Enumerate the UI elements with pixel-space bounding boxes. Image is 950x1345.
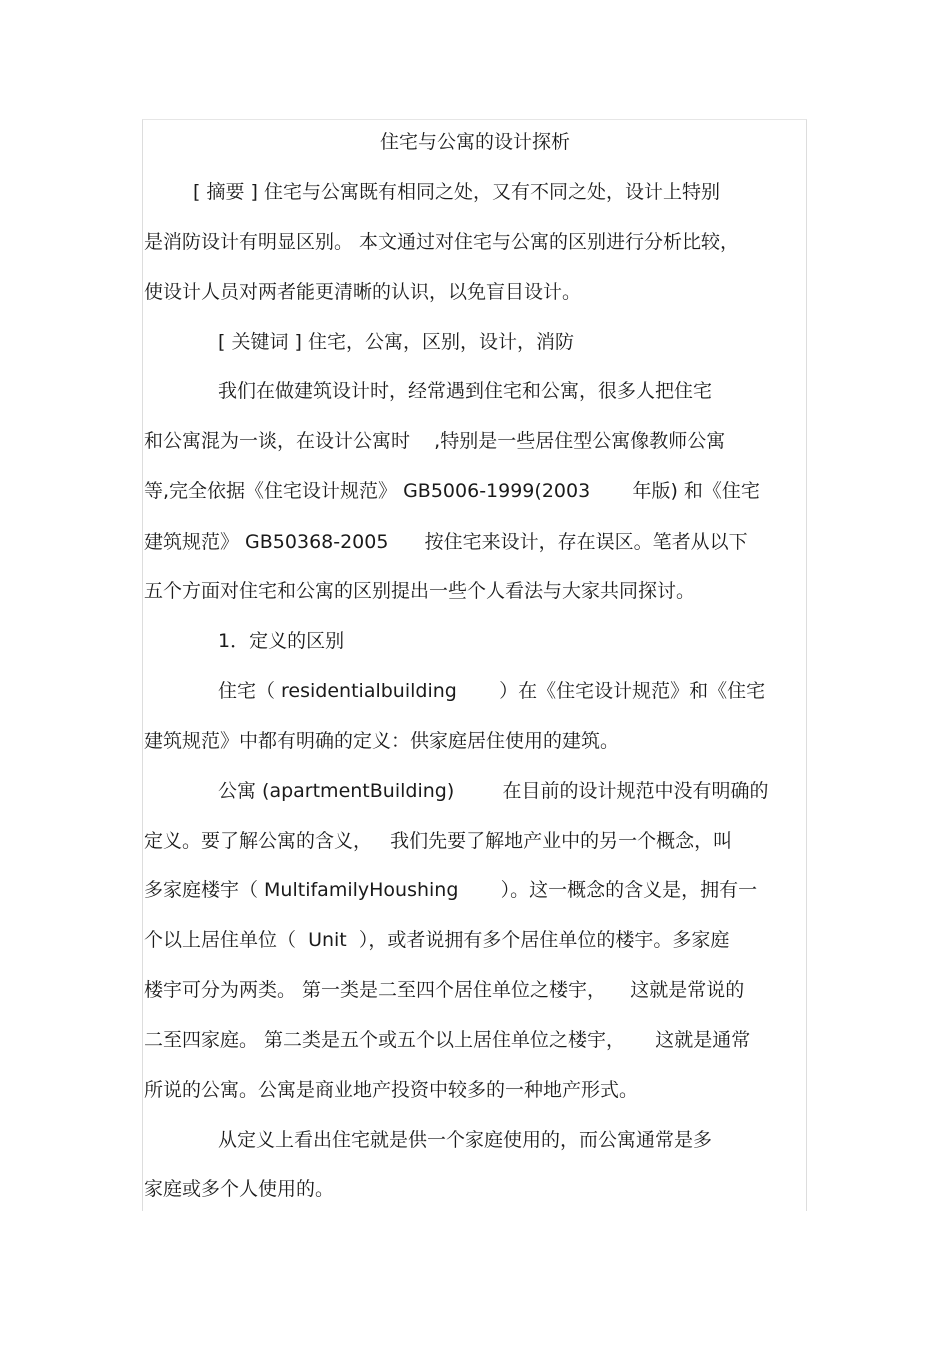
body-line: 个以上居住单位（ Unit ），或者说拥有多个居住单位的楼宇。多家庭 <box>144 929 730 951</box>
abstract-line: [ 摘要 ] 住宅与公寓既有相同之处，又有不同之处，设计上特别 <box>193 181 720 203</box>
body-line: 定义。要了解公寓的含义， 我们先要了解地产业中的另一个概念，叫 <box>144 830 733 852</box>
abstract-line: 是消防设计有明显区别。 本文通过对住宅与公寓的区别进行分析比较， <box>144 231 740 253</box>
body-line: 二至四家庭。 第二类是五个或五个以上居住单位之楼宇， 这就是通常 <box>144 1029 751 1051</box>
body-line: 建筑规范》中都有明确的定义：供家庭居住使用的建筑。 <box>144 730 620 752</box>
body-line: 所说的公寓。公寓是商业地产投资中较多的一种地产形式。 <box>144 1079 639 1101</box>
body-line: 楼宇可分为两类。 第一类是二至四个居住单位之楼宇， 这就是常说的 <box>144 979 745 1001</box>
abstract-line: 使设计人员对两者能更清晰的认识，以免盲目设计。 <box>144 281 582 303</box>
body-line: 我们在做建筑设计时，经常遇到住宅和公寓，很多人把住宅 <box>218 380 713 402</box>
body-line: 从定义上看出住宅就是供一个家庭使用的，而公寓通常是多 <box>218 1129 713 1151</box>
keywords-line: [ 关键词 ] 住宅，公寓，区别，设计，消防 <box>218 331 574 353</box>
body-line: 公寓 (apartmentBuilding) 在目前的设计规范中没有明确的 <box>218 780 769 802</box>
body-line: 等,完全依据《住宅设计规范》 GB5006-1999(2003 年版) 和《住宅 <box>144 480 760 502</box>
body-line: 建筑规范》 GB50368-2005 按住宅来设计，存在误区。笔者从以下 <box>144 531 748 553</box>
body-line: 和公寓混为一谈，在设计公寓时 ,特别是一些居住型公寓像教师公寓 <box>144 430 726 452</box>
body-line: 五个方面对住宅和公寓的区别提出一些个人看法与大家共同探讨。 <box>144 580 696 602</box>
body-line: 多家庭楼宇（ MultifamilyHoushing ）。这一概念的含义是，拥有一 <box>144 879 758 901</box>
body-line: 家庭或多个人使用的。 <box>144 1178 335 1200</box>
body-line: 住宅（ residentialbuilding ）在《住宅设计规范》和《住宅 <box>218 680 766 702</box>
page-title: 住宅与公寓的设计探析 <box>379 131 570 153</box>
section-heading: 1．定义的区别 <box>218 630 345 652</box>
